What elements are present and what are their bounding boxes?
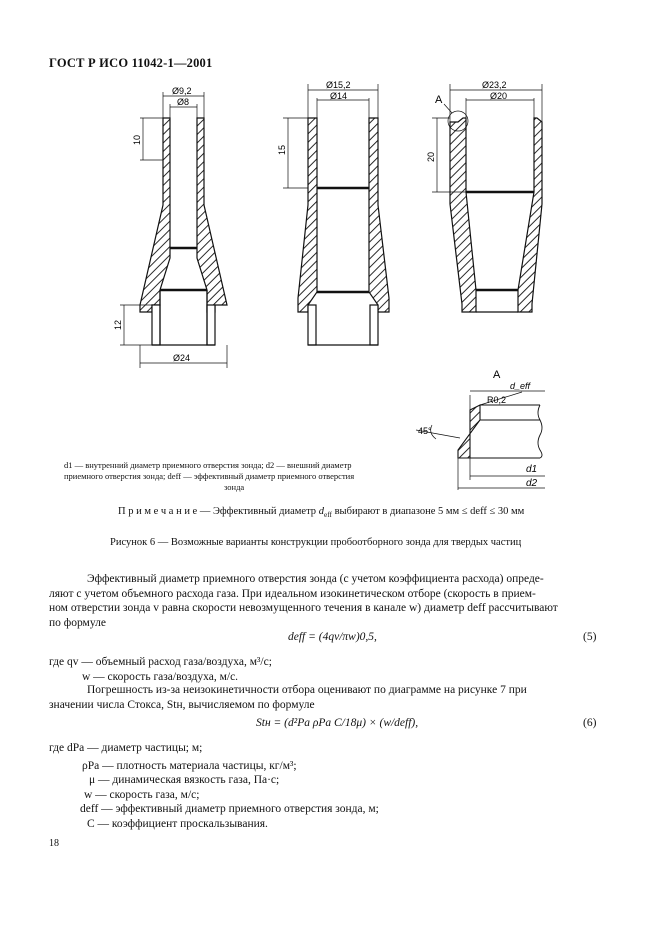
formula-5: deff = (4qv/πw)0,5, bbox=[288, 631, 377, 643]
dim-p1-inner: Ø8 bbox=[177, 97, 190, 107]
dim-p3-outer: Ø23,2 bbox=[482, 80, 507, 90]
figure-legend bbox=[64, 460, 424, 493]
dim-p2-top: 15 bbox=[277, 144, 287, 155]
where2-line-1: где dPa — диаметр частицы; м; bbox=[49, 742, 203, 754]
para2-line-1: Погрешность из-за неизокинетичности отбора оценивают по диаграмме на рисунке 7 при bbox=[87, 684, 527, 696]
legend-line-2: приемного отверстия зонда; deff — эффективный диаметр приемного отверстия bbox=[64, 471, 355, 481]
dim-p1-top: 10 bbox=[132, 134, 142, 145]
note-prefix: П р и м е ч а н и е — Эффективный диаметр bbox=[118, 506, 319, 517]
equation-number-6: (6) bbox=[583, 717, 597, 729]
figure-note bbox=[118, 506, 524, 519]
detail-deff: d_eff bbox=[510, 381, 531, 391]
where2-line-3: μ — динамическая вязкость газа, Па·с; bbox=[89, 774, 280, 786]
para1-line-4: по формуле bbox=[49, 616, 106, 629]
figure-probes bbox=[0, 70, 661, 500]
dim-p2-outer: Ø15,2 bbox=[326, 80, 351, 90]
probe-1 bbox=[140, 118, 227, 345]
figure-title: Рисунок 6 — Возможные варианты конструкции пробоотборного зонда для твердых частиц bbox=[110, 537, 522, 548]
dim-p3-inner: Ø20 bbox=[490, 91, 508, 101]
probe-2 bbox=[298, 118, 389, 345]
paragraph-1 bbox=[49, 572, 601, 630]
where2-line-5: deff — эффективный диаметр приемного отверстия зонда, м; bbox=[80, 803, 379, 815]
para2-line-2: значении числа Стокса, Stн, вычисляемом по формуле bbox=[49, 698, 315, 711]
where1-line-2: w — скорость газа/воздуха, м/с. bbox=[82, 670, 239, 683]
dim-p1-base: Ø24 bbox=[173, 353, 191, 363]
dim-p1-bottom: 12 bbox=[113, 319, 123, 330]
dim-p2-inner: Ø14 bbox=[330, 91, 348, 101]
detail-mark-a: A bbox=[435, 94, 443, 106]
page-number: 18 bbox=[49, 838, 59, 849]
note-var: d bbox=[318, 506, 324, 517]
dim-p1-outer: Ø9,2 bbox=[172, 86, 192, 96]
where-block-1 bbox=[49, 655, 272, 684]
detail-d2: d2 bbox=[526, 478, 538, 489]
probe-3 bbox=[450, 118, 542, 312]
para1-line-1: Эффективный диаметр приемного отверстия зонда (с учетом коэффициента расхода) опреде- bbox=[87, 573, 544, 585]
document-header: ГОСТ Р ИСО 11042-1—2001 bbox=[49, 56, 213, 70]
where2-line-2: ρPa — плотность материала частицы, кг/м³; bbox=[82, 759, 297, 772]
legend-line-3: зонда bbox=[224, 482, 245, 492]
detail-d1: d1 bbox=[526, 464, 538, 475]
where2-line-6: C — коэффициент проскальзывания. bbox=[87, 817, 268, 830]
dim-p3-top: 20 bbox=[426, 151, 436, 162]
where-block-2 bbox=[49, 741, 379, 831]
detail-radius: R0,2 bbox=[487, 395, 507, 405]
paragraph-2 bbox=[49, 683, 601, 712]
where2-line-4: w — скорость газа, м/с; bbox=[84, 788, 200, 801]
note-suffix: выбирают в диапазоне 5 мм ≤ deff ≤ 30 мм bbox=[331, 506, 525, 517]
note-sub: eff bbox=[323, 510, 332, 520]
detail-label: A bbox=[493, 369, 501, 381]
para1-line-2: ляют с учетом объемного расхода газа. При идеальном изокинетическом отборе (скорость в прием- bbox=[49, 587, 536, 600]
equation-number-5: (5) bbox=[583, 631, 597, 643]
para1-line-3: ном отверстии зонда v равна скорости невозмущенного течения в канале w) диаметр deff рассчитывают bbox=[49, 602, 558, 614]
where1-line-1: где qv — объемный расход газа/воздуха, м³/с; bbox=[49, 656, 272, 668]
detail-angle: 45° bbox=[418, 426, 432, 436]
formula-6: Stн = (d²Pa ρPa C/18μ) × (w/deff), bbox=[256, 717, 419, 729]
legend-line-1: d1 — внутренний диаметр приемного отверстия зонда; d2 — внешний диаметр bbox=[64, 460, 352, 470]
